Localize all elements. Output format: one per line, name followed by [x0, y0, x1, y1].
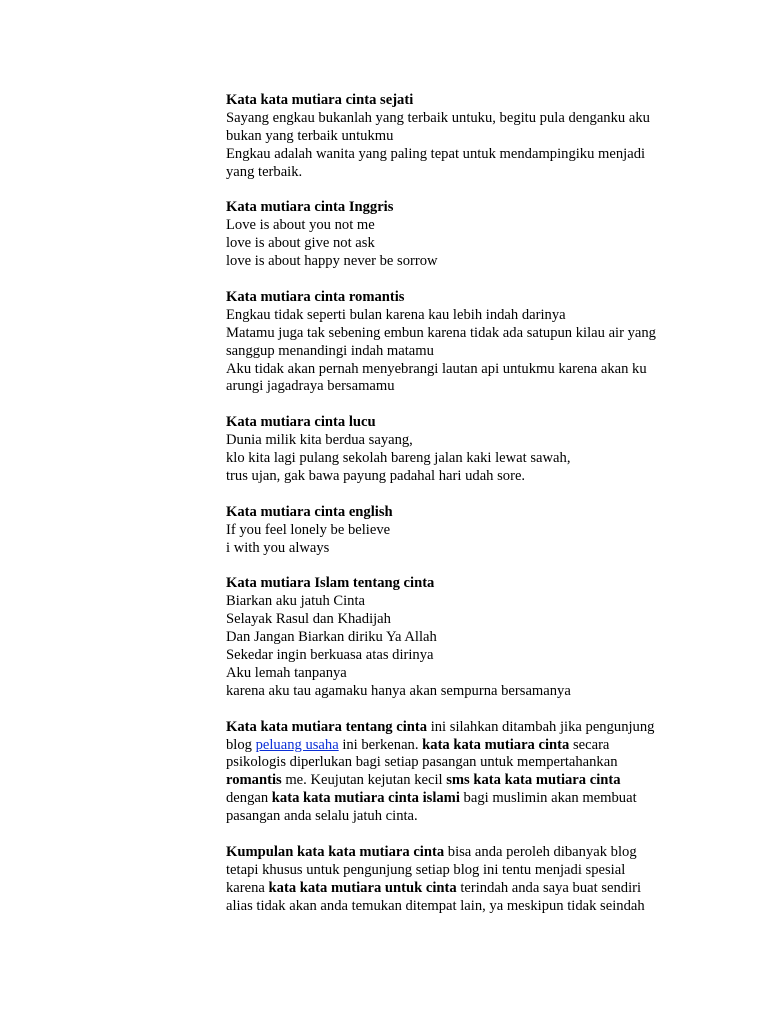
text-line — [226, 719, 686, 737]
text-run: dengan — [226, 790, 272, 807]
text-line: Engkau adalah wanita yang paling tepat untuk mendampingiku menjadi — [226, 145, 646, 162]
text-line: yang terbaik. — [226, 163, 303, 180]
text-line: Matamu juga tak sebening embun karena tidak ada satupun kilau air yang — [226, 324, 656, 341]
bold-keyword: kata kata mutiara untuk cinta — [268, 879, 457, 896]
text-line: Engkau tidak seperti bulan karena kau lebih indah darinya — [226, 306, 566, 323]
text-line — [226, 844, 686, 862]
section-cinta-sejati — [226, 92, 686, 182]
text-line: Aku tidak akan pernah menyebrangi lautan api untukmu karena akan ku — [226, 360, 647, 377]
text-run: bisa anda peroleh dibanyak blog — [444, 843, 637, 860]
text-run: terindah anda saya buat sendiri — [456, 879, 642, 896]
section-heading: Kata mutiara cinta lucu — [226, 414, 376, 431]
text-run: karena — [226, 879, 269, 896]
section-heading: Kata mutiara cinta english — [226, 503, 393, 520]
section-islam-tentang-cinta — [226, 575, 686, 700]
bold-keyword: Kata kata mutiara tentang cinta — [226, 718, 428, 735]
text-line: If you feel lonely be believe — [226, 521, 391, 538]
peluang-usaha-link[interactable]: peluang usaha — [255, 736, 339, 753]
text-line — [226, 737, 686, 755]
text-line: sanggup menandingi indah matamu — [226, 342, 434, 359]
text-line: i with you always — [226, 539, 330, 556]
document-page — [226, 92, 686, 933]
text-line: psikologis diperlukan bagi setiap pasangan untuk mempertahankan — [226, 754, 618, 771]
text-line: pasangan anda selalu jatuh cinta. — [226, 808, 418, 825]
bold-keyword: Kumpulan kata kata mutiara cinta — [226, 843, 445, 860]
section-cinta-inggris — [226, 199, 686, 271]
text-line: Love is about you not me — [226, 217, 375, 234]
bold-keyword: kata kata mutiara cinta islami — [271, 790, 460, 807]
bold-keyword: kata kata mutiara cinta — [422, 736, 570, 753]
text-run: bagi muslimin akan membuat — [459, 790, 637, 807]
paragraph-kumpulan-kata-kata-mutiara-cinta — [226, 844, 686, 916]
text-line: Selayak Rasul dan Khadijah — [226, 611, 391, 628]
bold-keyword: romantis — [226, 772, 282, 789]
text-line — [226, 790, 686, 808]
text-line: Biarkan aku jatuh Cinta — [226, 593, 366, 610]
text-line: Sekedar ingin berkuasa atas dirinya — [226, 647, 434, 664]
section-heading: Kata mutiara cinta romantis — [226, 288, 405, 305]
text-line: trus ujan, gak bawa payung padahal hari udah sore. — [226, 467, 526, 484]
text-line — [226, 772, 686, 790]
text-run: secara — [569, 736, 610, 753]
text-line: Sayang engkau bukanlah yang terbaik untuku, begitu pula denganku aku — [226, 109, 650, 126]
text-line: Dan Jangan Biarkan diriku Ya Allah — [226, 629, 437, 646]
text-line — [226, 880, 686, 898]
text-line: arungi jagadraya bersamamu — [226, 378, 395, 395]
bold-keyword: sms kata kata mutiara cinta — [446, 772, 621, 789]
text-line: karena aku tau agamaku hanya akan sempurna bersamanya — [226, 682, 571, 699]
section-cinta-english — [226, 504, 686, 558]
text-run: me. Keujutan kejutan kecil — [281, 772, 447, 789]
text-run: blog — [226, 736, 256, 753]
section-heading: Kata mutiara Islam tentang cinta — [226, 575, 435, 592]
section-cinta-romantis — [226, 289, 686, 396]
text-line: Aku lemah tanpanya — [226, 664, 347, 681]
text-line: Dunia milik kita berdua sayang, — [226, 432, 413, 449]
text-line: alias tidak akan anda temukan ditempat lain, ya meskipun tidak seindah — [226, 897, 645, 914]
section-cinta-lucu — [226, 414, 686, 486]
section-heading: Kata mutiara cinta Inggris — [226, 199, 394, 216]
text-line: love is about give not ask — [226, 235, 375, 252]
text-run: ini silahkan ditambah jika pengunjung — [427, 718, 655, 735]
text-run: ini berkenan. — [338, 736, 423, 753]
section-heading: Kata kata mutiara cinta sejati — [226, 92, 414, 108]
text-line: love is about happy never be sorrow — [226, 253, 438, 270]
paragraph-kata-kata-mutiara-tentang-cinta — [226, 719, 686, 826]
text-line: bukan yang terbaik untukmu — [226, 127, 394, 144]
text-line: klo kita lagi pulang sekolah bareng jalan kaki lewat sawah, — [226, 450, 571, 467]
text-line: tetapi khusus untuk pengunjung setiap blog ini tentu menjadi spesial — [226, 861, 626, 878]
